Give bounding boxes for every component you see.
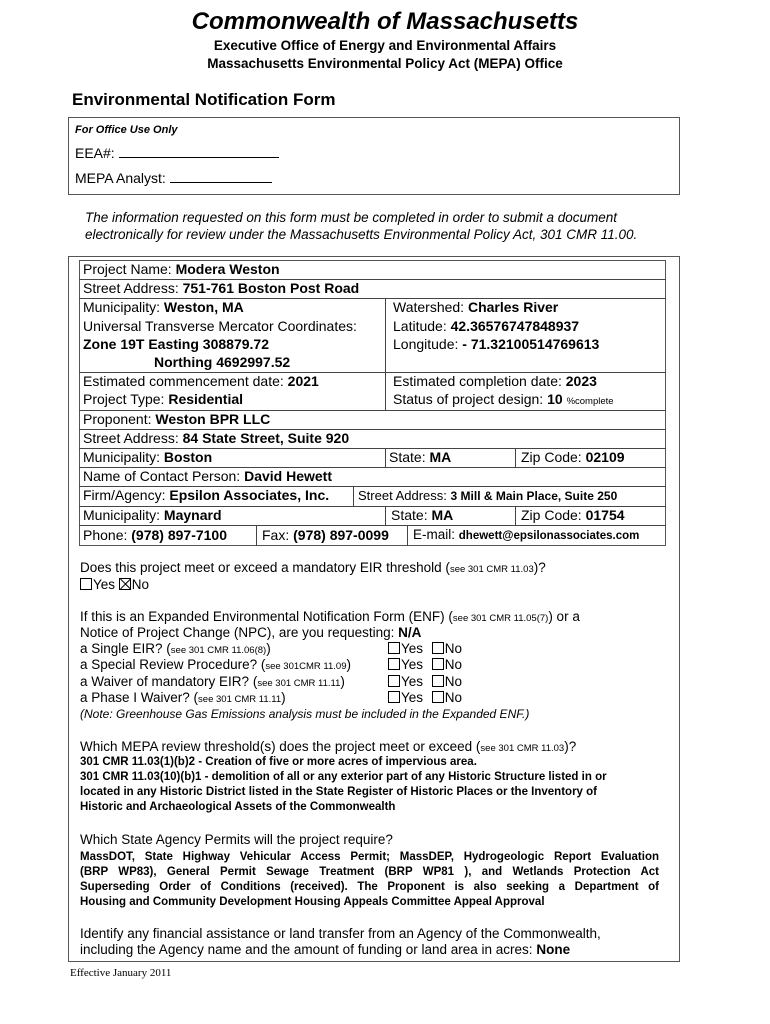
enf-answer: N/A	[398, 625, 422, 640]
eir-yes-label: Yes	[93, 577, 116, 592]
contact-state-row	[391, 507, 453, 523]
form-title: Environmental Notification Form	[72, 90, 336, 109]
proponent-label: Proponent:	[83, 411, 152, 427]
proponent-value: Weston BPR LLC	[155, 411, 271, 427]
contact-email-row	[413, 527, 639, 542]
single-eir-no-checkbox[interactable]	[432, 642, 444, 654]
document-subtitle-1: Executive Office of Energy and Environmental Affairs	[213, 38, 557, 53]
phase-waiver-options: Yes No	[388, 690, 462, 705]
contact-municipality-value: Maynard	[163, 507, 222, 523]
contact-street-label: Street Address:	[358, 488, 447, 503]
proponent-zip-value: 02109	[585, 449, 625, 465]
enf-question-line-1: If this is an Expanded Environmental Notification Form (ENF) (see 301 CMR 11.05(7)) or a	[80, 609, 580, 624]
proponent-street-label: Street Address:	[83, 430, 179, 446]
contact-street-row	[358, 488, 617, 503]
contact-firm-value: Epsilon Associates, Inc.	[169, 487, 330, 503]
permits-answer-3: Superseding Order of Conditions (received). The Proponent is also seeking a Department of	[80, 881, 659, 893]
analyst-input-line[interactable]	[170, 171, 272, 183]
phase-waiver-no-checkbox[interactable]	[432, 691, 444, 703]
analyst-label: MEPA Analyst:	[75, 170, 166, 186]
waiver-no-checkbox[interactable]	[432, 675, 444, 687]
watershed-value: Charles River	[467, 299, 559, 315]
latitude-row	[393, 318, 579, 334]
office-use-label: For Office Use Only	[75, 124, 178, 136]
proponent-state-value: MA	[429, 449, 452, 465]
special-review-yes-checkbox[interactable]	[388, 658, 400, 670]
ghg-note: (Note: Greenhouse Gas Emissions analysis must be included in the Expanded ENF.)	[80, 707, 530, 721]
eea-number-field[interactable]	[75, 145, 279, 161]
utm-northing: Northing 4692997.52	[154, 354, 291, 370]
design-status-row	[393, 391, 614, 407]
proponent-zip-row	[521, 449, 625, 465]
proponent-street-row	[83, 430, 349, 446]
design-status-unit: %complete	[566, 396, 614, 407]
permits-answer-2: (BRP WP83), General Permit Sewage Treatment (BRP WP81 ), and Wetlands Protection Act	[80, 866, 659, 878]
utm-label: Universal Transverse Mercator Coordinates:	[83, 318, 357, 334]
commencement-value: 2021	[287, 373, 319, 389]
eir-answer	[80, 577, 149, 592]
project-municipality-row	[83, 299, 244, 315]
special-review-no-checkbox[interactable]	[432, 658, 444, 670]
contact-state-label: State:	[391, 507, 428, 523]
finance-question-1: Identify any financial assistance or land transfer from an Agency of the Commonwealth,	[80, 926, 601, 941]
intro-line-1: The information requested on this form must be completed in order to submit a document	[85, 210, 618, 225]
project-street-row	[83, 280, 359, 296]
finance-question-2: including the Agency name and the amount of funding or land area in acres: None	[80, 942, 571, 957]
eir-no-label: No	[131, 577, 150, 592]
longitude-label: Longitude:	[393, 336, 459, 352]
enf-question-line-2: Notice of Project Change (NPC), are you requesting: N/A	[80, 625, 422, 640]
project-street-value: 751-761 Boston Post Road	[182, 280, 360, 296]
project-name-row	[83, 261, 280, 277]
proponent-state-row	[389, 449, 451, 465]
commencement-label: Estimated commencement date:	[83, 373, 284, 389]
mepa-analyst-field[interactable]	[75, 170, 272, 186]
contact-name-value: David Hewett	[244, 468, 332, 484]
watershed-label: Watershed:	[393, 299, 465, 315]
contact-name-label: Name of Contact Person:	[83, 468, 241, 484]
waiver-options: Yes No	[388, 674, 462, 689]
permits-question: Which State Agency Permits will the project require?	[80, 832, 393, 847]
eea-input-line[interactable]	[119, 146, 279, 158]
waiver-yes-checkbox[interactable]	[388, 675, 400, 687]
contact-email-value: dhewett@epsilonassociates.com	[458, 530, 640, 542]
intro-line-2: electronically for review under the Massachusetts Environmental Policy Act, 301 CMR 11.00.	[85, 227, 638, 242]
project-type-label: Project Type:	[83, 391, 165, 407]
proponent-municipality-row	[83, 449, 212, 465]
footer-effective-date: Effective January 2011	[70, 967, 172, 979]
contact-firm-row	[83, 487, 329, 503]
proponent-zip-label: Zip Code:	[521, 449, 582, 465]
special-review-options: Yes No	[388, 657, 462, 672]
project-type-row	[83, 391, 243, 407]
proponent-municipality-label: Municipality:	[83, 449, 161, 465]
contact-state-value: MA	[431, 507, 454, 523]
eir-question: Does this project meet or exceed a mandatory EIR threshold (see 301 CMR 11.03)?	[80, 560, 546, 575]
contact-zip-row	[521, 507, 625, 523]
single-eir-options: Yes No	[388, 641, 462, 656]
threshold-question: Which MEPA review threshold(s) does the project meet or exceed (see 301 CMR 11.03)?	[80, 739, 577, 754]
watershed-row	[393, 299, 558, 315]
contact-fax-value: (978) 897-0099	[293, 527, 389, 543]
utm-zone-easting: Zone 19T Easting 308879.72	[83, 336, 269, 352]
longitude-row	[393, 336, 599, 352]
threshold-answer-2: 301 CMR 11.03(10)(b)1 - demolition of all or any exterior part of any Historic Structure listed in or	[80, 771, 607, 783]
waiver-question: a Waiver of mandatory EIR? (see 301 CMR 11.11)	[80, 674, 345, 689]
project-type-value: Residential	[168, 391, 244, 407]
threshold-answer-3: located in any Historic District listed in the State Register of Historic Places or the Inventory of	[80, 786, 597, 798]
special-review-question: a Special Review Procedure? (see 301CMR 11.09)	[80, 657, 351, 672]
project-name-label: Project Name:	[83, 261, 172, 277]
contact-email-label: E-mail:	[413, 527, 456, 542]
proponent-municipality-value: Boston	[163, 449, 213, 465]
project-name-value: Modera Weston	[175, 261, 280, 277]
proponent-row	[83, 411, 270, 427]
contact-firm-label: Firm/Agency:	[83, 487, 166, 503]
proponent-state-label: State:	[389, 449, 426, 465]
single-eir-yes-checkbox[interactable]	[388, 642, 400, 654]
contact-street-value: 3 Mill & Main Place, Suite 250	[450, 489, 618, 503]
finance-answer: None	[536, 942, 571, 957]
contact-phone-row	[83, 527, 227, 543]
contact-phone-label: Phone:	[83, 527, 128, 543]
phase-waiver-question: a Phase I Waiver? (see 301 CMR 11.11)	[80, 690, 286, 705]
contact-municipality-label: Municipality:	[83, 507, 161, 523]
permits-answer-1: MassDOT, State Highway Vehicular Access Permit; MassDEP, Hydrogeologic Report Evaluation	[80, 851, 659, 863]
permits-answer-4: Housing and Community Development Housing Appeals Committee Appeal Approval	[80, 896, 545, 908]
project-street-label: Street Address:	[83, 280, 179, 296]
design-status-value: 10	[547, 391, 563, 407]
eir-yes-checkbox[interactable]	[80, 578, 92, 590]
contact-municipality-row	[83, 507, 222, 523]
completion-label: Estimated completion date:	[393, 373, 562, 389]
latitude-label: Latitude:	[393, 318, 447, 334]
project-municipality-label: Municipality:	[83, 299, 161, 315]
contact-zip-label: Zip Code:	[521, 507, 582, 523]
completion-row	[393, 373, 597, 389]
longitude-value: - 71.32100514769613	[462, 336, 600, 352]
design-status-label: Status of project design:	[393, 391, 544, 407]
contact-fax-row	[262, 527, 389, 543]
proponent-street-value: 84 State Street, Suite 920	[182, 430, 350, 446]
eea-label: EEA#:	[75, 145, 115, 161]
completion-value: 2023	[565, 373, 597, 389]
latitude-value: 42.36576747848937	[450, 318, 580, 334]
contact-zip-value: 01754	[585, 507, 625, 523]
threshold-answer-4: Historic and Archaeological Assets of the Commonwealth	[80, 801, 396, 813]
contact-name-row	[83, 468, 332, 484]
contact-phone-value: (978) 897-7100	[131, 527, 228, 543]
document-title: Commonwealth of Massachusetts	[191, 8, 579, 35]
contact-fax-label: Fax:	[262, 527, 290, 543]
project-municipality-value: Weston, MA	[163, 299, 244, 315]
document-subtitle-2: Massachusetts Environmental Policy Act (MEPA) Office	[207, 56, 563, 71]
eir-no-checkbox-checked[interactable]	[119, 578, 131, 590]
phase-waiver-yes-checkbox[interactable]	[388, 691, 400, 703]
threshold-answer-1: 301 CMR 11.03(1)(b)2 - Creation of five or more acres of impervious area.	[80, 756, 477, 768]
commencement-row	[83, 373, 319, 389]
single-eir-question: a Single EIR? (see 301 CMR 11.06(8))	[80, 641, 271, 656]
